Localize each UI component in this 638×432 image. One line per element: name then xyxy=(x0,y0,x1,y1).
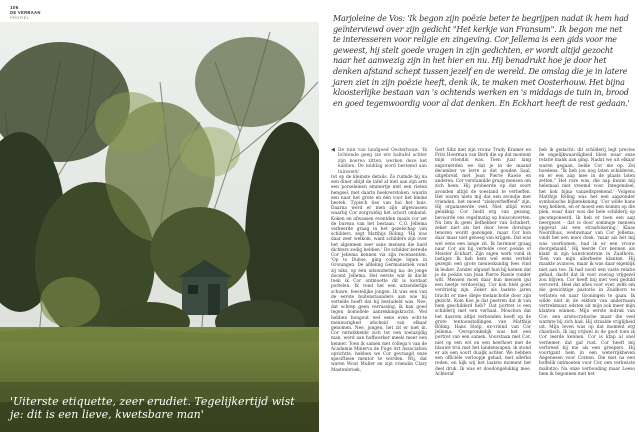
column-text: heb ik gedacht: dit schilderij legt precies de ongelijkwaardigheid bloot waar onze relatie mank aan ging. Nadat we uit elkaar waren gegaan, belde Cor me op. Zei hoedens: "Ik heb jou nog laten schilderen, en er een aap mee in de plaats laten zetten." Het rare was, die aap kwam mij helemaal niet vreemd voor. Integendeel, het kok bijna vanzelfsprekend.' Volgens Matthijs Röling was het een aapzonder symbolische bijbetekening. 'Cor wilde hans weg hebben, en er moest een komen op die plek, waar daar was die hele schilderij op gecomponeerd. Ik heb er toen een aap neergezet - dat is door sommige mensen opgevat als een straafolsering.' Klaas Noordhuis, weduwnaar van Cor Jellema, vindt het een mooi doek. 'maar als het mij was voorkomen, had ik er een vrouw doorgehaald.' Hij leerde Cor kennen als klant in zijn kunstcentrum in Zuidhorn. 'Een van mijn allerbeste klanten. Hij maakte avances, maar ik was daar eigenlijk niet aan toe. Ik had nooit een vaste relatie gehad, dacht dat ik voor zowiog vrijgezel zou blijven. Cor heeft mij met veel geduld veroverd. Heel dat afles voor over, zelfs om die gewichtige pastorie in Zuidhorn te verlaten en naar Groningen te gaan. Ik wilde niet in de eikfom van andermaan vertrekmuur. edsten uit mijn ook meer mijn klanten winnen. Mijn eerste indruk van Cor: een aristocratische maar die veel warmte bij zich had. Hij straalde vriglijheid uit. Mijn leven was op dat moment erg chaotisch. Ik lag vrijwel in de goot toen ik Cor leerde kennen. Cor is ktap al snel vernemer, dat gaf rust. Cor heeft mij verbreed bij me als een groepers. Hij voortgant hem in een weterrijkheven Aegenesen voor Cornen. Die met na een hoffelik ontmoeten voor Cor, een verkwiste mallutzo. Na onze verhouding maar Leeso hem ik begonnen met het xyxy=(539,148,635,377)
garden-illustration xyxy=(0,22,319,432)
magazine-name: DE VERBAAN xyxy=(10,10,41,16)
section-label: PROFIEL xyxy=(10,15,30,21)
page-header xyxy=(10,5,41,20)
caption-text: De tuin van landgoed Oosterhouw. 'Ik lichtende geeg (ze ere haltafel achter zijn boerea zitten, werken deze ket kabben. De middag word bestemd aan tuinwerk' xyxy=(338,148,427,175)
photo-caption xyxy=(331,148,427,175)
article-column-3 xyxy=(539,148,635,377)
pull-quote: 'Uiterste etiquette, zeer erudiet. Tegelijkertijd wist je: dit is een lieve, kwetsbare man' xyxy=(10,395,295,421)
garden-photo xyxy=(0,22,319,432)
arrow-left-icon: ◀ xyxy=(331,147,335,153)
article-column-2 xyxy=(435,148,531,377)
column-text: Gert Sibz met zijn vrouw Trudy Kramer en Fritz Hoerman van Berk die op dat moment mijn vriendin was. Toen juar lang enporeerden we dat je in de maand december ve lerre is dat gouden Saal, uitgebreid met Jean Pierre Rawie en anderen. Cor verstamilde graag mensen om zich heen. Hij probeerde op dat soort avonden altijd de toestand te verheffen. Het waren niets mij dat een avondje met vrienden, het moest "zielsverheffend" zijn. Hij organiseerde veel. Niet altijd even gelukkig. Cor hield erg van gezang, bevoorde ons regelmatig op huisconcerten. Nu ben ik geen liefhebber van Schubert, zeker niet als het door twee dorsings tenoren wordt gezongen, maar Cor kon daar maar niet genoeg van krijgen. Dat was wel eens een lange zit. Ik herinner graag naar Cor als hij vertelde over poëzie of Meister Eckhart. Zijn eigen werk vond ik lastiger. Ik heb hem wel eens verteld gezegd: een grote nieuwskundig fees vind ik leuker. Zonder afgunst hun bij komen dat je de poëzie van Jean Pierre Rawie ronder wilt. Mensen moet daar hun mensen gul een beetje verdoeving. Cor kon hèèl goed verdrietig zijn. Zeker als laatste jaren bracht er mee diepe melancholie door zijn gezicht. Kom Koe je dat poetren dat ik van hem geschilderd heb?' Dat portret is een schilderij met een verhaal. Mouchon dat het daarom altijd verbonden heeft op de grote tentoonstellingen van Matthijs Röling. Hans Stolp, ex-vriend van Cor Jellema: 'Oorspronkelijk was het een portret van een samen. Voorstaan met Cor, niet op een wit en een heerhoet met de blauwe trui met het landenwapen, ik stond er als een soort dualjk achter. We hebben een officiële verloopje gehad, met allerlei reden, en kijk wij het laatste moment het deel druk. Ik was er doodongelukkig mee. Achteraf xyxy=(435,148,531,377)
article-column-1 xyxy=(331,148,427,373)
intro-quote: Marjoleine de Vos: 'Ik begon zijn poëzie beter te begrijpen nadat ik hem had geïnterviewd over zijn gedicht "Het kerkje van Fransum". Ik begon me net te interesseren voor religie en zingeving. Cor Jellema is een gids voor me geweest, hij stelt goede vragen in zijn gedichten, er wordt altijd gezocht naar het aanwezig zijn in het hier en nu. Hij benadrukt hoe je door het denken afstand schept tussen jezelf en de wereld. De omslag die je in latere jaren ziet in zijn poëzie heeft, denk ik, te maken met Oosterhouw. Het bijna kloosterlijke bestaan van 's ochtends werken en 's middags de tuin in, brood en goed tegenwoordig voor al dat denken. En Eckhart heeft de rest gedaan.' xyxy=(333,14,630,108)
page-number: 106 xyxy=(10,5,19,10)
column-text: tot op de kleinste details. Zo ruimde hij na een diner altijd de tafel af met aan zijn arm een porseleinen emmertje met een rieten hengsel, met daarin hoekverstoken, waarin een naar het grote en één voor het kleine bestek. Typisch ties van hoi het huis. Daarna werd er men zijn afgewassen waarbij Cor zorgvuldig het schort omhand. Koken en afwassen eventden maals cor zet de bureau van het bestaan.' C.O. Jellema verkeerde graag in het gezelschap van schilders, zegt Matthijs Röling. 'Hij was daar zeer welkom, want schilders zijn over het algemeen zeer sane mensen die hard dichters zodig hebben.' De schilder bereide Cor Jellema kennen via zijn recensenten. 'Op ts Duitse, ging college lopen in Groningen. De afdeling Germanistiek vond zij niks, op één uitzondering na: de jonge docent Jellema. Het eerste wat ik dacht toen ik Cor ontmoette dit is kordaat portelen. Ik vond het een uitzonderlijk schuwe, feestelijke jongen. Ik was een van de eerste buitenstaanders aan wie hij vertelde hoeft dat hij bestudeld was. Nee, dat schrep geen verrassing, ik kan goed tegen homofiele aanrekkingskracht. Wel hebben hongout wel eens even echt-te menwarighed afscheid van elkaar genomen. Nee, jongen, het zit er niet in. Cor ontwikkelde zich tot een toelazijdig man, werd aan hoffwerker meels meer een kenner. Toen ik samen met collega's van de Academie Minerva de Fuge Art Association oprichtte, hebben we Cor gevraagd onze speciftiese mentor te worden. Wij, dat waren Wout Muller en zijn vriendin Clary Mastenbroek, xyxy=(331,175,427,373)
